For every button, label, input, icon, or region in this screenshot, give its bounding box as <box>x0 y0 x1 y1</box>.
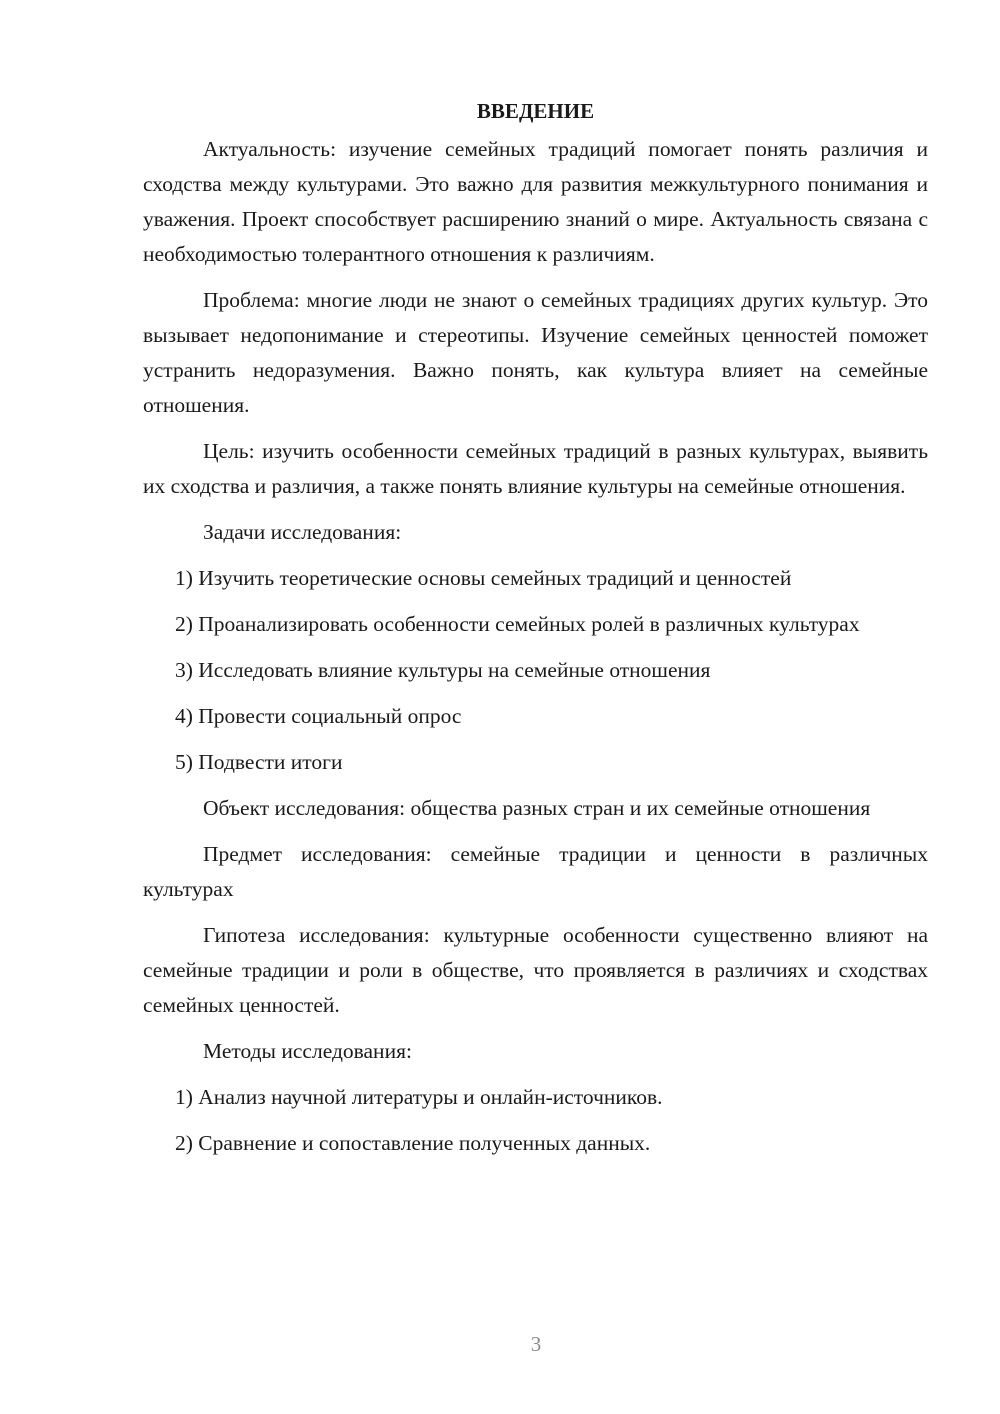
object-paragraph: Объект исследования: общества разных стран и их семейные отношения <box>203 796 871 820</box>
page-number: 3 <box>530 1332 542 1356</box>
method-item: 2) Сравнение и сопоставление полученных данных. <box>175 1131 651 1155</box>
task-item: 2) Проанализировать особенности семейных ролей в различных культурах <box>175 612 860 636</box>
relevance-paragraph: Актуальность: изучение семейных традиций помогает понять различия и сходства между культурами. Это важно для развития межкультурного понимания и уважения. Проект способствует расширению знаний о мире. Актуальность связана с необходимостью толерантного отношения к различиям. <box>143 137 928 266</box>
task-item: 4) Провести социальный опрос <box>175 704 462 728</box>
goal-paragraph: Цель: изучить особенности семейных традиций в разных культурах, выявить их сходства и различия, а также понять влияние культуры на семейные отношения. <box>143 439 928 498</box>
subject-paragraph: Предмет исследования: семейные традиции и ценности в различных культурах <box>143 842 928 901</box>
page-content <box>143 94 928 1172</box>
tasks-heading: Задачи исследования: <box>203 520 402 544</box>
method-item: 1) Анализ научной литературы и онлайн-источников. <box>175 1085 663 1109</box>
problem-paragraph: Проблема: многие люди не знают о семейных традициях других культур. Это вызывает недопонимание и стереотипы. Изучение семейных ценностей поможет устранить недоразумения. Важно понять, как культура влияет на семейные отношения. <box>143 288 928 417</box>
hypothesis-paragraph: Гипотеза исследования: культурные особенности существенно влияют на семейные традиции и роли в обществе, что проявляется в различиях и сходствах семейных ценностей. <box>143 923 928 1017</box>
methods-heading: Методы исследования: <box>203 1039 412 1063</box>
task-item: 3) Исследовать влияние культуры на семейные отношения <box>175 658 711 682</box>
task-item: 5) Подвести итоги <box>175 750 343 774</box>
section-title: ВВЕДЕНИЕ <box>476 99 595 123</box>
task-item: 1) Изучить теоретические основы семейных традиций и ценностей <box>175 566 792 590</box>
